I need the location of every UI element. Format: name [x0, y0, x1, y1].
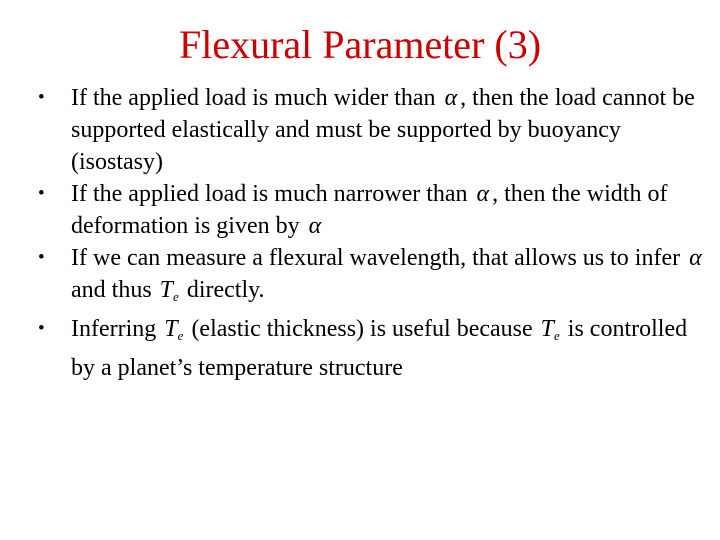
bullet-text: is controlled by a planet’s temperature structure	[71, 316, 688, 381]
slide-title: Flexural Parameter (3)	[178, 22, 542, 67]
bullet-text: and thus	[71, 277, 158, 303]
bullet-item	[38, 82, 714, 178]
bullet-text: Inferring	[71, 316, 163, 342]
bullet-text: directly.	[180, 277, 265, 303]
subscript-e: e	[554, 328, 560, 343]
bullet-marker: •	[38, 318, 45, 339]
bullet-list	[38, 82, 714, 384]
elastic-thickness-symbol: T	[540, 316, 555, 342]
alpha-symbol: α	[689, 245, 702, 271]
bullet-text: If we can measure a flexural wavelength, that allows us to infer	[71, 245, 687, 271]
alpha-symbol: α	[444, 85, 458, 111]
bullet-text: If the applied load is much wider than	[71, 85, 442, 111]
bullet-marker: •	[38, 183, 45, 204]
alpha-symbol: α	[308, 213, 322, 239]
bullet-item	[38, 313, 714, 384]
bullet-marker: •	[38, 87, 45, 108]
subscript-e: e	[173, 289, 179, 304]
bullet-text: , then the load cannot be supported elastically and must be supported by buoyancy (isostasy)	[71, 85, 695, 175]
bullet-item	[38, 242, 714, 313]
subscript-e: e	[177, 328, 184, 343]
bullet-text: , then the width of deformation is given by	[71, 181, 668, 239]
bullet-item	[38, 178, 714, 242]
elastic-thickness-symbol: T	[159, 277, 174, 303]
alpha-symbol: α	[476, 181, 490, 207]
bullet-text: If the applied load is much narrower than	[71, 181, 474, 207]
elastic-thickness-symbol: T	[164, 316, 178, 342]
bullet-marker: •	[38, 247, 45, 268]
bullet-text: (elastic thickness) is useful because	[185, 316, 539, 342]
